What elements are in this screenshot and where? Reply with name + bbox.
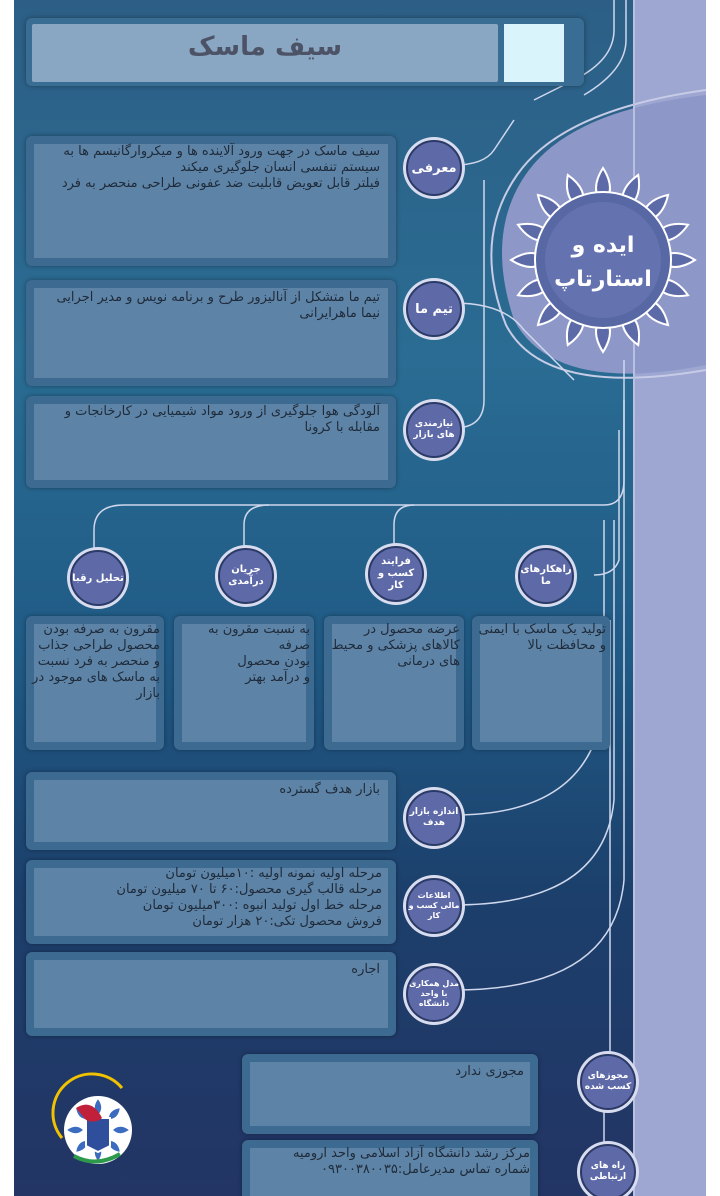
competitors-text: مقرون به صرفه بودن محصول طراحی جذاب و منحصر به فرد نسبت به ماسک های موجود در بازار — [32, 622, 160, 701]
contact-line-2: شماره تماس مدیرعامل:۰۹۳۰۰۳۸۰۰۳۵ — [321, 1162, 530, 1177]
market-need-panel — [26, 396, 396, 488]
process-text: عرضه محصول در کالاهای پزشکی و محیط های درمانی — [331, 622, 460, 669]
contact-panel — [242, 1140, 538, 1196]
intro-label: معرفی — [411, 160, 457, 176]
licenses-text: مجوزی ندارد — [455, 1064, 524, 1079]
process-panel — [324, 616, 464, 750]
cooperation-badge — [406, 966, 462, 1022]
licenses-label: مجوزهای کسب شده — [584, 1071, 632, 1092]
market-need-badge — [406, 402, 462, 458]
revenue-panel — [174, 616, 314, 750]
title-bar — [26, 18, 584, 86]
idea-startup-badge — [508, 160, 698, 360]
financial-line-1: مرحله اولیه نمونه اولیه :۱۰میلیون تومان — [165, 866, 382, 881]
cooperation-panel — [26, 952, 396, 1036]
market-need-text: آلودگی هوا جلوگیری از ورود مواد شیمیایی در کارخانجات و مقابله با کرونا — [64, 404, 380, 435]
market-size-panel — [26, 772, 396, 850]
licenses-panel — [242, 1054, 538, 1134]
hero-line1: ایده و — [571, 233, 635, 258]
financial-line-4: فروش محصول تکی:۲۰ هزار تومان — [192, 914, 382, 929]
market-size-badge — [406, 790, 462, 846]
intro-text: سیف ماسک در جهت ورود آلاینده ها و میکروارگانیسم ها به سیستم تنفسی انسان جلوگیری میکند فیلتر قابل تعویض قابلیت ضد عفونی طراحی منحصر به فرد — [61, 144, 380, 191]
team-text: تیم ما متشکل از آنالیزور طرح و برنامه نویس و مدیر اجرایی نیما ماهرایرانی — [56, 290, 380, 321]
revenue-text: به نسبت مقرون به صرفه بودن محصول و درآمد بهتر — [207, 622, 310, 685]
financial-line-2: مرحله قالب گیری محصول:۶۰ تا ۷۰ میلیون تومان — [116, 882, 382, 897]
financial-label: اطلاعات مالی کسب و کار — [408, 891, 460, 920]
competitors-label: تحلیل رقبا — [72, 572, 124, 584]
cooperation-label: مدل همکاری با واحد دانشگاه — [409, 979, 459, 1008]
revenue-label: جریان درآمدی — [228, 564, 264, 587]
financial-badge — [406, 878, 462, 934]
hero-line2: استارتاپ — [554, 267, 652, 292]
market-need-label: نیازمندی های بازار — [413, 419, 455, 440]
competitors-panel — [26, 616, 164, 750]
financial-line-3: مرحله خط اول تولید انبوه :۳۰۰میلیون تومان — [142, 898, 382, 913]
page-title: سیف ماسک — [187, 32, 343, 62]
contact-line-1: مرکز رشد دانشگاه آزاد اسلامی واحد ارومیه — [293, 1146, 530, 1161]
solution-panel — [472, 616, 610, 750]
title-box — [32, 24, 498, 82]
financial-panel — [26, 860, 396, 944]
process-label: فرایند کسب و کار — [377, 556, 415, 591]
licenses-badge — [580, 1054, 636, 1110]
team-badge — [406, 281, 462, 337]
title-accent — [504, 24, 564, 82]
contact-label: راه های ارتباطی — [589, 1161, 627, 1182]
infographic-page — [14, 0, 706, 1196]
university-logo — [36, 1068, 146, 1178]
process-badge — [368, 546, 424, 602]
solution-label: راهکارهای ما — [520, 564, 572, 587]
market-size-text: بازار هدف گسترده — [279, 782, 380, 797]
competitors-badge — [70, 550, 126, 606]
contact-badge — [580, 1144, 636, 1196]
team-panel — [26, 280, 396, 386]
cooperation-text: اجاره — [351, 962, 380, 977]
intro-panel — [26, 136, 396, 266]
solution-text: تولید یک ماسک با ایمنی و محافظت بالا — [478, 622, 606, 653]
intro-badge — [406, 140, 462, 196]
revenue-badge — [218, 548, 274, 604]
market-size-label: اندازه بازار هدف — [409, 807, 459, 828]
team-label: تیم ما — [415, 301, 453, 317]
solution-badge — [518, 548, 574, 604]
